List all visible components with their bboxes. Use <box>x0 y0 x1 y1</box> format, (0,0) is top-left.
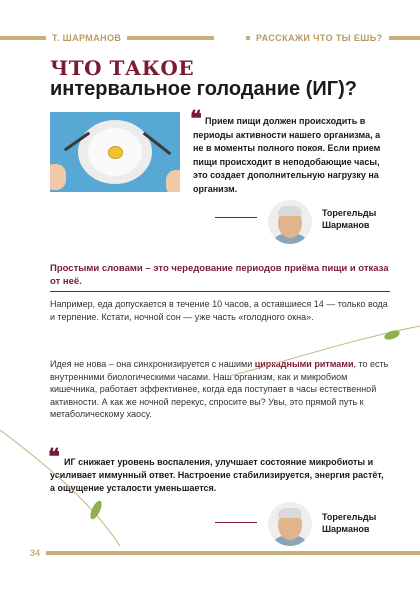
plate-clock-photo <box>50 112 180 192</box>
leaf-icon <box>88 499 104 521</box>
signature-2-last: Шарманов <box>322 524 370 534</box>
author-avatar-1 <box>268 200 312 244</box>
signature-2-first: Торегельды <box>322 512 377 522</box>
decorative-vine-right <box>230 300 420 380</box>
paragraph-2-highlight: циркадными ритмами <box>254 359 354 369</box>
page-number: 34 <box>30 548 41 558</box>
quote-mark-icon: ❝ <box>190 106 202 132</box>
avatar-hair-icon <box>278 206 302 216</box>
quote-2-text: ИГ снижает уровень воспаления, улучшает состояние микробиоты и усиливает иммунный ответ. Настроение стабилизируется, энергия растёт, а ощущение усталости уменьшается. <box>50 457 384 493</box>
paragraph-2-before: Идея не нова – она синхронизируется с нашими <box>50 359 255 369</box>
signature-2-rule <box>215 522 257 523</box>
signature-1-last: Шарманов <box>322 220 370 230</box>
right-hand-icon <box>166 170 180 192</box>
vine-stroke <box>0 430 120 546</box>
quote-mark-icon: ❝ <box>48 444 60 470</box>
decorative-vine-left <box>0 420 150 550</box>
paragraph-1: Например, еда допускается в течение 10 часов, а оставшиеся 14 — только вода и терпение. Кстати, ночной сон — уже часть «голодного окна». <box>50 299 388 322</box>
header-author: Т. ШАРМАНОВ <box>46 33 127 43</box>
footer-rule <box>46 551 420 555</box>
signature-1-rule <box>215 217 257 218</box>
paragraph-2-after: , то есть внутренними биологическими часами. Наш организм, как и микробиом кишечника, работает эффективнее, когда еда поступает в часы естественной активности. А как же ночной перекус, спросите вы? Увы, это прямой путь к метаболическому хаосу. <box>50 359 389 419</box>
simple-words-rule <box>50 291 390 292</box>
title-line-2: интервальное голодание (ИГ)? <box>50 78 357 100</box>
header-book-title: РАССКАЖИ ЧТО ТЫ ЕШЬ? <box>250 33 389 43</box>
avatar-hair-icon <box>278 508 302 518</box>
author-avatar-2 <box>268 502 312 546</box>
left-hand-icon <box>50 164 66 190</box>
simple-words-statement: Простыми словами – это чередование периодов приёма пищи и отказа от неё. <box>50 263 389 287</box>
quote-1-text: Прием пищи должен происходить в периоды активности нашего организма, а не в моменты полного покоя. Если прием пищи происходит в неподобающие часы, это создает дополнительную нагрузку на организм. <box>193 116 381 194</box>
signature-1-first: Торегельды <box>322 208 377 218</box>
alarm-clock-icon <box>108 146 123 159</box>
title-line-1: ЧТО ТАКОЕ <box>50 56 195 80</box>
